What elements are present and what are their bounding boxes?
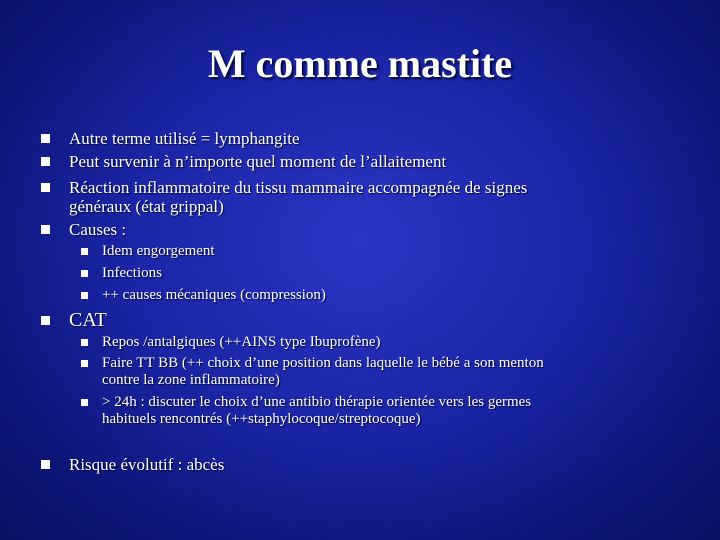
bullet-item (69, 309, 107, 331)
sub-bullet-continuation (102, 372, 280, 389)
sub-bullet-item (102, 243, 215, 260)
bullet-text: CAT (69, 309, 107, 331)
square-bullet-icon (81, 339, 88, 346)
slide-title: M comme mastite (207, 41, 513, 86)
bullet-text: Peut survenir à n’importe quel moment de l’allaitement (69, 152, 447, 171)
sub-bullet-text: Repos /antalgiques (++AINS type Ibuprofène) (102, 334, 381, 350)
sub-bullet-text: habituels rencontrés (++staphylocoque/streptocoque) (102, 411, 421, 427)
sub-bullet-item (102, 355, 544, 372)
bullet-text: Risque évolutif : abcès (69, 455, 225, 474)
square-bullet-icon (81, 248, 88, 255)
sub-bullet-item (102, 265, 162, 282)
square-bullet-icon (81, 360, 88, 367)
bullet-text: généraux (état grippal) (69, 197, 224, 216)
square-bullet-icon (41, 225, 50, 234)
bullet-item (69, 220, 126, 239)
square-bullet-icon (41, 183, 50, 192)
bullet-text: Autre terme utilisé = lymphangite (69, 129, 300, 148)
square-bullet-icon (41, 134, 50, 143)
sub-bullet-continuation (102, 411, 421, 428)
sub-bullet-text: ++ causes mécaniques (compression) (102, 287, 326, 303)
sub-bullet-item (102, 287, 326, 304)
bullet-continuation (69, 197, 224, 216)
square-bullet-icon (81, 399, 88, 406)
bullet-item (69, 152, 446, 171)
sub-bullet-text: > 24h : discuter le choix d’une antibio thérapie orientée vers les germes (102, 394, 532, 410)
square-bullet-icon (81, 270, 88, 277)
bullet-item (69, 178, 527, 197)
bullet-item (69, 455, 224, 474)
square-bullet-icon (41, 157, 50, 166)
sub-bullet-text: Faire TT BB (++ choix d’une position dans laquelle le bébé a son menton (102, 355, 544, 371)
bullet-text: Réaction inflammatoire du tissu mammaire accompagnée de signes (69, 178, 528, 197)
bullet-text: Causes : (69, 220, 127, 239)
square-bullet-icon (81, 292, 88, 299)
sub-bullet-text: contre la zone inflammatoire) (102, 372, 280, 388)
square-bullet-icon (41, 460, 50, 469)
square-bullet-icon (41, 316, 50, 325)
sub-bullet-text: Infections (102, 265, 162, 281)
bullet-item (69, 129, 300, 148)
sub-bullet-item (102, 334, 381, 351)
sub-bullet-text: Idem engorgement (102, 243, 215, 259)
sub-bullet-item (102, 394, 531, 411)
